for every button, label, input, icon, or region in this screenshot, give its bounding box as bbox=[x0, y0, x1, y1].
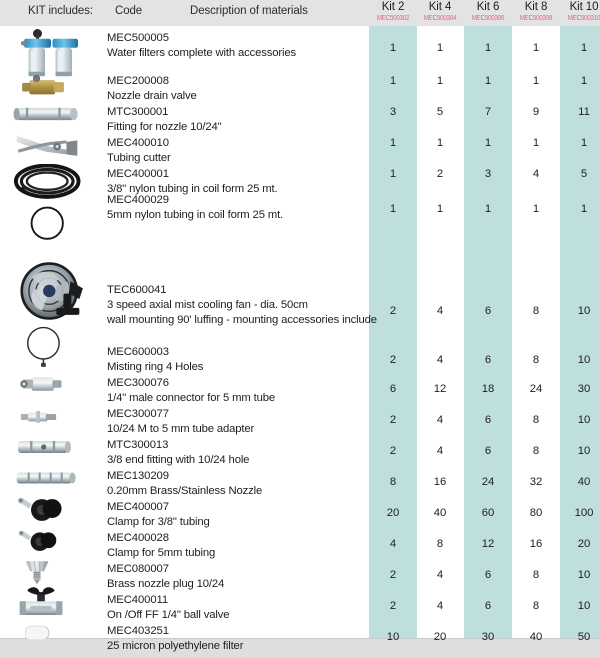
item-code: MEC080007 bbox=[107, 563, 169, 575]
quantity-cell: 8 bbox=[532, 445, 540, 457]
quantity-cell: 6 bbox=[484, 354, 492, 366]
quantity-cell: 20 bbox=[433, 631, 447, 643]
table-body-sheet bbox=[0, 26, 600, 652]
quantity-cell: 4 bbox=[436, 600, 444, 612]
quantity-cell: 16 bbox=[529, 538, 543, 550]
quantity-cell: 2 bbox=[389, 305, 397, 317]
item-description: Clamp for 3/8" tubing bbox=[107, 516, 210, 528]
kit-header-2 bbox=[416, 1, 464, 23]
quantity-cell: 1 bbox=[389, 203, 397, 215]
quantity-cell: 4 bbox=[436, 354, 444, 366]
quantity-cell: 1 bbox=[436, 203, 444, 215]
item-code: MEC500005 bbox=[107, 32, 169, 44]
quantity-cell: 2 bbox=[389, 600, 397, 612]
quantity-cell: 6 bbox=[389, 383, 397, 395]
quantity-cell: 1 bbox=[532, 75, 540, 87]
quantity-cell: 7 bbox=[484, 106, 492, 118]
item-code: MEC400028 bbox=[107, 532, 169, 544]
item-description: 1/4" male connector for 5 mm tube bbox=[107, 392, 275, 404]
quantity-cell: 16 bbox=[433, 476, 447, 488]
quantity-cell: 4 bbox=[532, 168, 540, 180]
quantity-cell: 8 bbox=[389, 476, 397, 488]
quantity-cell: 1 bbox=[484, 137, 492, 149]
brass-drain-valve-icon bbox=[12, 71, 74, 99]
quantity-cell: 9 bbox=[532, 106, 540, 118]
quantity-cell: 1 bbox=[532, 42, 540, 54]
nylon-tubing-coil-icon bbox=[12, 164, 84, 200]
item-code: MEC400029 bbox=[107, 194, 169, 206]
item-description: 3/8" nylon tubing in coil form 25 mt. bbox=[107, 183, 278, 195]
quantity-cell: 1 bbox=[389, 137, 397, 149]
quantity-cell: 10 bbox=[577, 354, 591, 366]
quantity-cell: 30 bbox=[481, 631, 495, 643]
quantity-cell: 1 bbox=[389, 75, 397, 87]
quantity-cell: 10 bbox=[577, 445, 591, 457]
quantity-cell: 18 bbox=[481, 383, 495, 395]
quantity-cell: 12 bbox=[433, 383, 447, 395]
item-description: 5mm nylon tubing in coil form 25 mt. bbox=[107, 209, 284, 221]
quantity-cell: 1 bbox=[580, 42, 588, 54]
quantity-cell: 8 bbox=[532, 600, 540, 612]
quantity-cell: 1 bbox=[580, 137, 588, 149]
tubing-cutter-icon bbox=[12, 131, 82, 159]
kit-header-name: Kit 8 bbox=[524, 1, 548, 13]
item-description: Misting ring 4 Holes bbox=[107, 361, 204, 373]
brass-stainless-nozzle-icon bbox=[12, 462, 78, 494]
item-code: MEC300076 bbox=[107, 377, 169, 389]
item-description: Clamp for 5mm tubing bbox=[107, 547, 216, 559]
item-code: MEC200008 bbox=[107, 75, 169, 87]
nylon-tubing-ring-icon bbox=[12, 206, 84, 242]
item-description: 3/8 end fitting with 10/24 hole bbox=[107, 454, 250, 466]
quantity-cell: 6 bbox=[484, 305, 492, 317]
quantity-cell: 1 bbox=[436, 75, 444, 87]
quantity-cell: 50 bbox=[577, 631, 591, 643]
item-description: Water filters complete with accessories bbox=[107, 47, 296, 59]
quantity-cell: 8 bbox=[532, 305, 540, 317]
item-code: MTC300013 bbox=[107, 439, 169, 451]
quantity-cell: 1 bbox=[436, 137, 444, 149]
tube-adapter-icon bbox=[12, 404, 62, 430]
quantity-cell: 8 bbox=[532, 569, 540, 581]
quantity-cell: 40 bbox=[577, 476, 591, 488]
item-description: 10/24 M to 5 mm tube adapter bbox=[107, 423, 255, 435]
item-code: TEC600041 bbox=[107, 284, 167, 296]
quantity-cell: 40 bbox=[433, 507, 447, 519]
quantity-cell: 20 bbox=[386, 507, 400, 519]
polyethylene-filter-icon bbox=[12, 622, 62, 644]
item-description: 25 micron polyethylene filter bbox=[107, 640, 244, 652]
clamp-38-icon bbox=[12, 494, 66, 526]
header-kit-includes-label: KIT includes: bbox=[28, 5, 93, 17]
item-description: 3 speed axial mist cooling fan - dia. 50cm bbox=[107, 299, 308, 311]
quantity-cell: 4 bbox=[436, 445, 444, 457]
quantity-cell: 10 bbox=[386, 631, 400, 643]
quantity-cell: 8 bbox=[532, 414, 540, 426]
quantity-cell: 4 bbox=[436, 414, 444, 426]
quantity-cell: 1 bbox=[580, 75, 588, 87]
kit-header-code: MEC500302 bbox=[376, 14, 410, 23]
kit-header-name: Kit 4 bbox=[428, 1, 452, 13]
chrome-fitting-icon bbox=[12, 100, 80, 128]
quantity-cell: 80 bbox=[529, 507, 543, 519]
kit-header-name: Kit 10 bbox=[569, 1, 599, 13]
table-header bbox=[0, 0, 600, 26]
quantity-cell: 1 bbox=[436, 42, 444, 54]
quantity-cell: 2 bbox=[389, 445, 397, 457]
quantity-cell: 11 bbox=[578, 106, 590, 118]
quantity-cell: 4 bbox=[389, 538, 397, 550]
kit-header-name: Kit 6 bbox=[476, 1, 500, 13]
kit-header-5 bbox=[560, 1, 600, 23]
kit-header-code: MEC500304 bbox=[423, 14, 457, 23]
quantity-cell: 12 bbox=[481, 538, 495, 550]
kit-header-name: Kit 2 bbox=[381, 1, 405, 13]
quantity-cell: 1 bbox=[484, 203, 492, 215]
end-fitting-icon bbox=[12, 434, 74, 460]
quantity-cell: 3 bbox=[484, 168, 492, 180]
quantity-cell: 60 bbox=[481, 507, 495, 519]
quantity-cell: 1 bbox=[484, 75, 492, 87]
kit-header-4 bbox=[512, 1, 560, 23]
table-rows bbox=[0, 26, 600, 652]
quantity-cell: 2 bbox=[389, 354, 397, 366]
quantity-cell: 6 bbox=[484, 445, 492, 457]
header-code-label: Code bbox=[115, 5, 143, 17]
quantity-cell: 4 bbox=[436, 305, 444, 317]
item-description: Nozzle drain valve bbox=[107, 90, 197, 102]
quantity-cell: 4 bbox=[436, 569, 444, 581]
male-connector-icon bbox=[12, 371, 66, 397]
quantity-cell: 8 bbox=[532, 354, 540, 366]
quantity-cell: 1 bbox=[389, 42, 397, 54]
item-code: MEC300077 bbox=[107, 408, 169, 420]
quantity-cell: 2 bbox=[389, 414, 397, 426]
quantity-cell: 2 bbox=[436, 168, 444, 180]
quantity-cell: 3 bbox=[389, 106, 397, 118]
item-description: On /Off FF 1/4" ball valve bbox=[107, 609, 230, 621]
item-description: Tubing cutter bbox=[107, 152, 171, 164]
quantity-cell: 10 bbox=[577, 414, 591, 426]
quantity-cell: 20 bbox=[577, 538, 591, 550]
quantity-cell: 1 bbox=[532, 203, 540, 215]
kit-header-code: MEC500310 bbox=[567, 14, 600, 23]
quantity-cell: 1 bbox=[532, 137, 540, 149]
quantity-cell: 2 bbox=[389, 569, 397, 581]
item-code: MEC600003 bbox=[107, 346, 169, 358]
axial-mist-fan-icon bbox=[12, 261, 90, 321]
quantity-cell: 5 bbox=[436, 106, 444, 118]
quantity-cell: 1 bbox=[389, 168, 397, 180]
misting-ring-icon bbox=[12, 326, 78, 370]
quantity-cell: 6 bbox=[484, 600, 492, 612]
quantity-cell: 40 bbox=[529, 631, 543, 643]
item-code: MEC130209 bbox=[107, 470, 169, 482]
clamp-5mm-icon bbox=[12, 526, 62, 556]
item-code: MEC403251 bbox=[107, 625, 169, 637]
quantity-cell: 6 bbox=[484, 414, 492, 426]
item-description: Fitting for nozzle 10/24" bbox=[107, 121, 222, 133]
ball-valve-icon bbox=[12, 584, 70, 620]
kit-header-code: MEC500308 bbox=[519, 14, 553, 23]
item-code: MEC400011 bbox=[107, 594, 169, 606]
quantity-cell: 10 bbox=[577, 305, 591, 317]
kit-header-3 bbox=[464, 1, 512, 23]
item-code: MTC300001 bbox=[107, 106, 169, 118]
quantity-cell: 10 bbox=[577, 600, 591, 612]
quantity-cell: 10 bbox=[577, 569, 591, 581]
brass-nozzle-plug-icon bbox=[12, 557, 62, 587]
quantity-cell: 30 bbox=[577, 383, 591, 395]
item-description-line2: wall mounting 90' luffing - mounting accessories include bbox=[107, 314, 377, 326]
quantity-cell: 1 bbox=[580, 203, 588, 215]
item-code: MEC400007 bbox=[107, 501, 169, 513]
header-description-label: Description of materials bbox=[190, 5, 308, 17]
item-description: Brass nozzle plug 10/24 bbox=[107, 578, 225, 590]
quantity-cell: 1 bbox=[484, 42, 492, 54]
quantity-cell: 24 bbox=[481, 476, 495, 488]
quantity-cell: 32 bbox=[529, 476, 543, 488]
item-code: MEC400001 bbox=[107, 168, 169, 180]
quantity-cell: 5 bbox=[580, 168, 588, 180]
kit-header-code: MEC500306 bbox=[471, 14, 505, 23]
item-description: 0.20mm Brass/Stainless Nozzle bbox=[107, 485, 263, 497]
quantity-cell: 8 bbox=[436, 538, 444, 550]
item-code: MEC400010 bbox=[107, 137, 169, 149]
kit-header-1 bbox=[369, 1, 417, 23]
quantity-cell: 24 bbox=[529, 383, 543, 395]
quantity-cell: 100 bbox=[574, 507, 594, 519]
quantity-cell: 6 bbox=[484, 569, 492, 581]
